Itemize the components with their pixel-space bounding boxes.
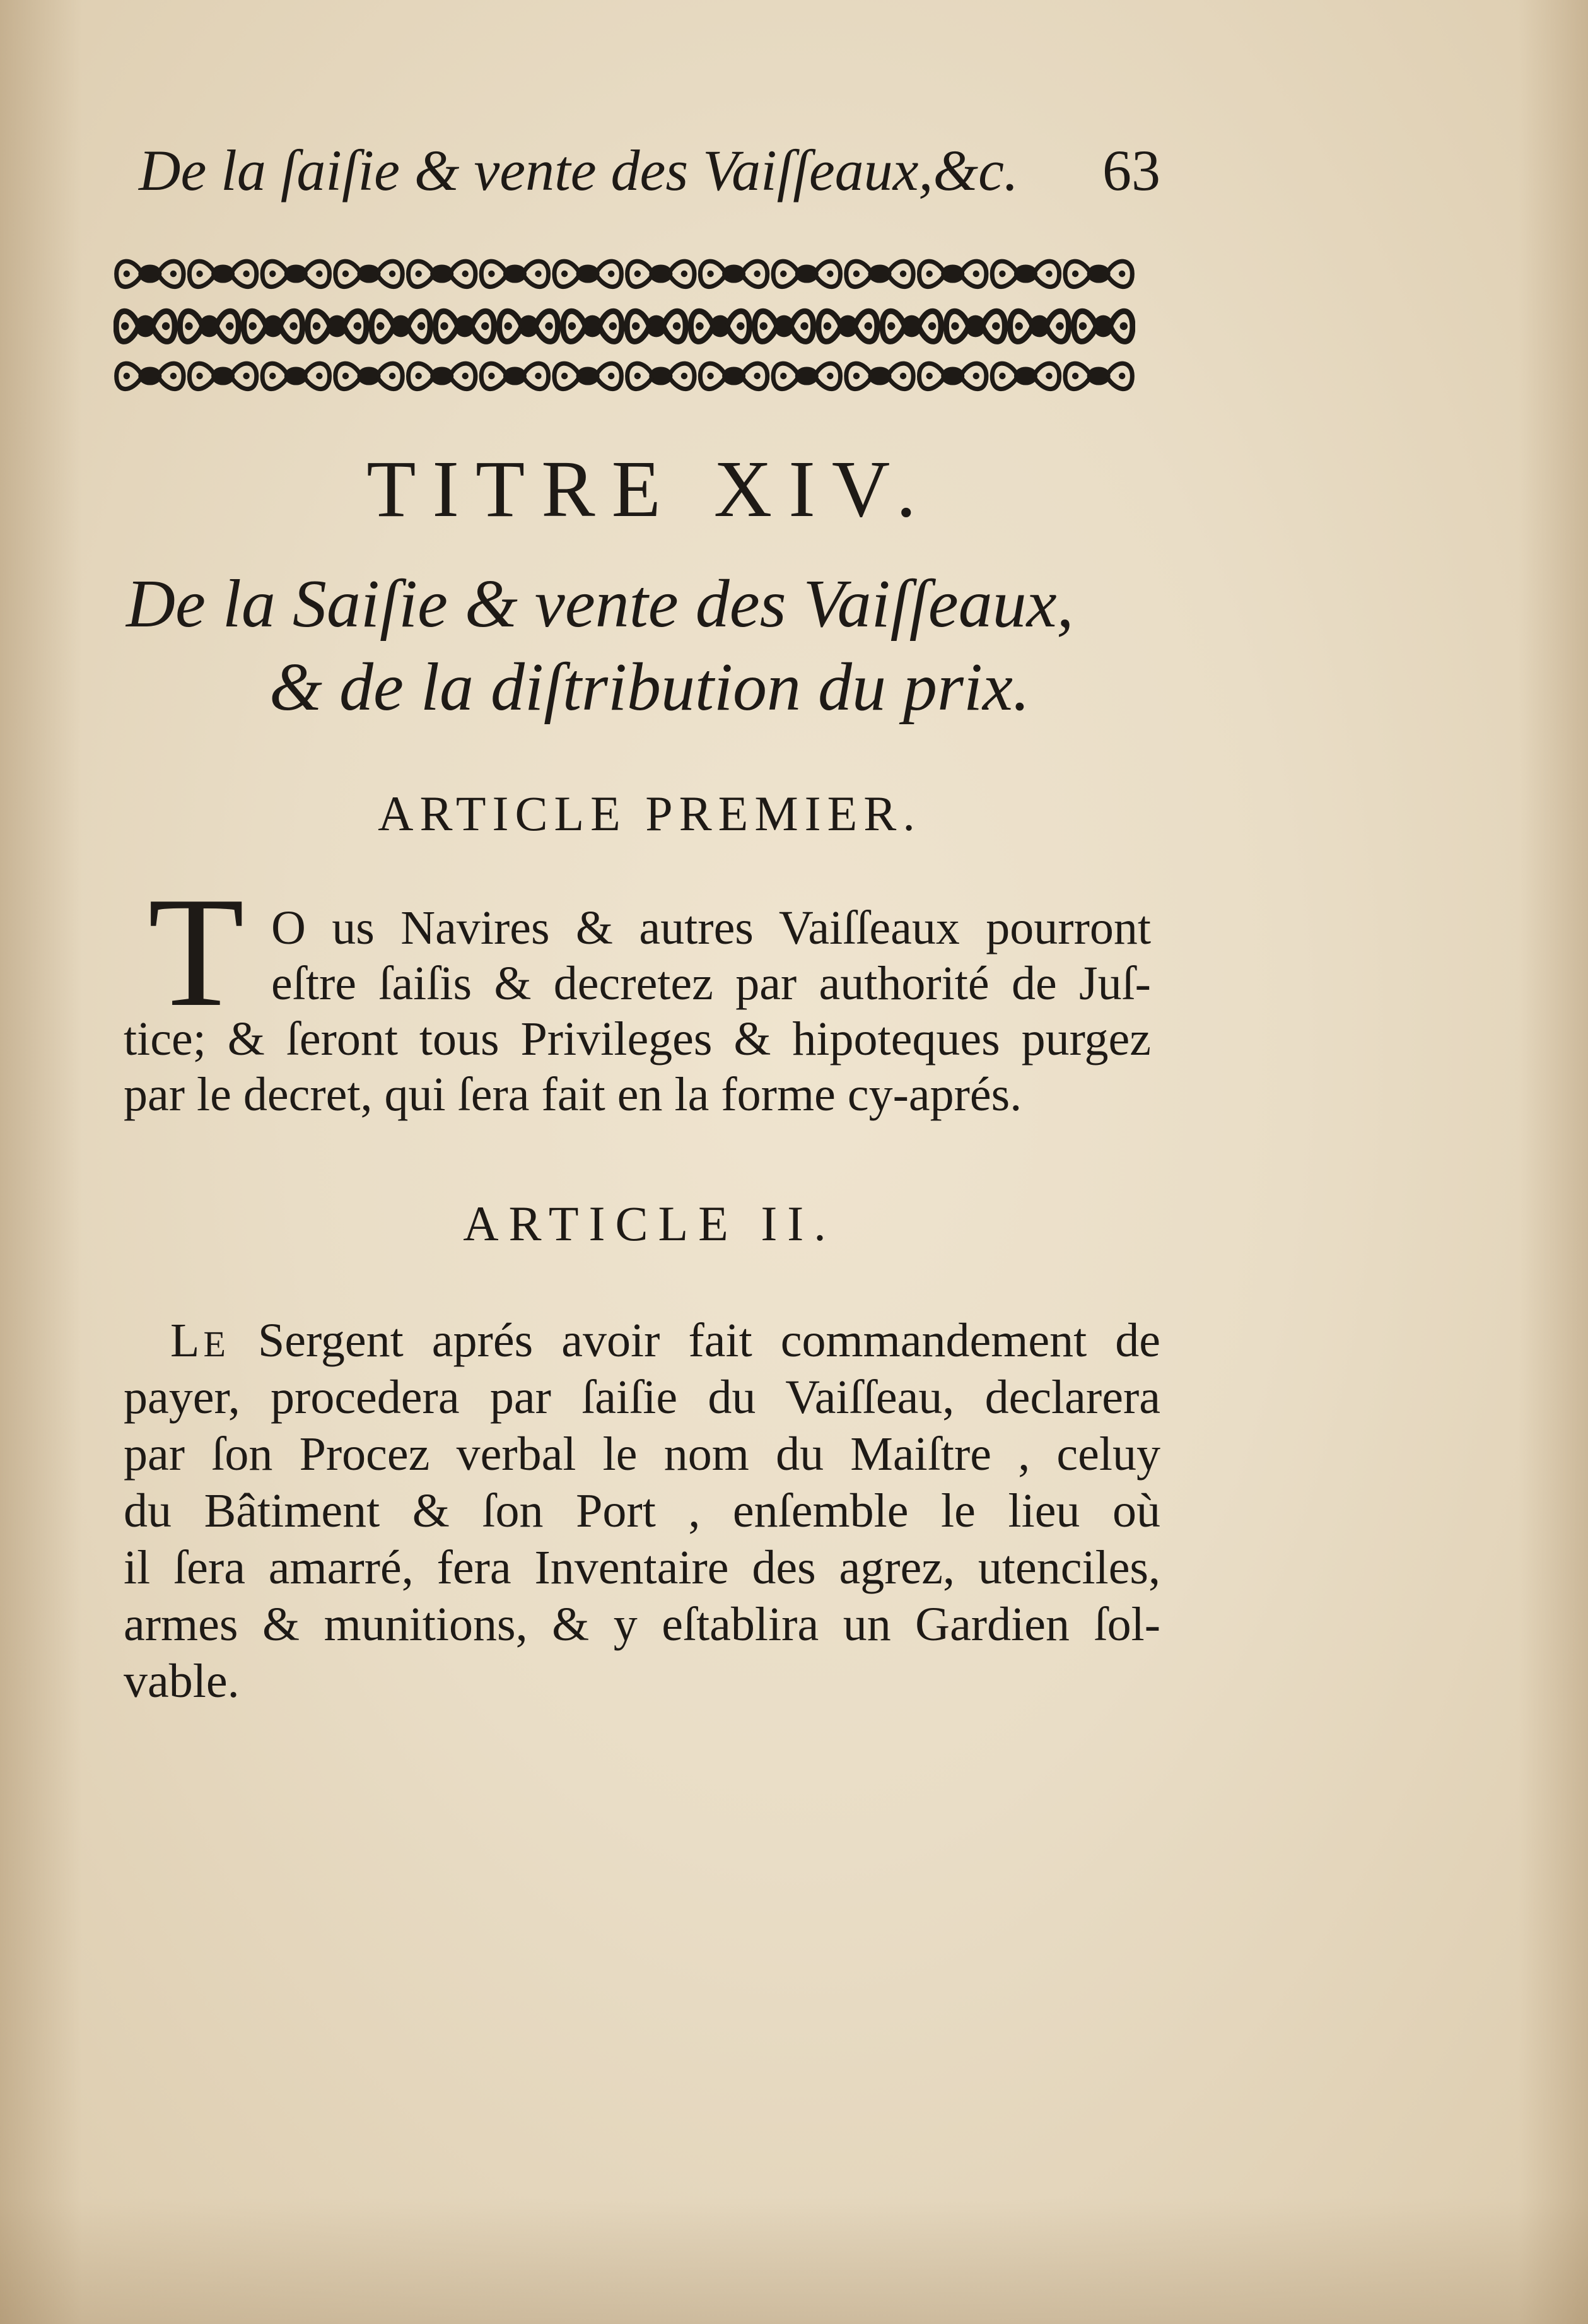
ornament-motif bbox=[846, 261, 913, 286]
ornament-motif bbox=[481, 363, 548, 389]
ornament-motif bbox=[554, 261, 621, 286]
article-text-line: il ſera amarré, fera Inventaire des agrez, utenciles, bbox=[124, 1541, 1160, 1594]
ornament-motif bbox=[1074, 311, 1133, 341]
lead-small-capital: E bbox=[203, 1323, 230, 1364]
article-text-line: par le decret, qui ſera fait en la forme cy-aprés. bbox=[124, 1068, 1022, 1121]
ornament-motif bbox=[691, 311, 749, 341]
ornament-motif bbox=[180, 311, 238, 341]
ornament-motif bbox=[117, 261, 184, 286]
ornament-motif bbox=[700, 261, 767, 286]
section-title: TITRE XIV. bbox=[366, 444, 933, 534]
section-subtitle-line-1: De la Saiſie & vente des Vaiſſeaux, bbox=[126, 566, 1074, 642]
running-head: De la ſaiſie & vente des Vaiſſeaux,&c. bbox=[139, 138, 1019, 202]
ornament-motif bbox=[262, 261, 329, 286]
ornament-motif bbox=[755, 311, 814, 341]
ornament-motif bbox=[371, 311, 430, 341]
ornament-motif bbox=[1010, 311, 1069, 341]
ornament-motif bbox=[308, 311, 366, 341]
ornament-motif bbox=[628, 261, 694, 286]
ornament-motif bbox=[262, 363, 329, 389]
ornament-motif bbox=[700, 363, 767, 389]
drop-cap: T bbox=[148, 865, 245, 1040]
page-number: 63 bbox=[1102, 138, 1160, 202]
lead-letter: L bbox=[170, 1314, 204, 1367]
ornament-motif bbox=[563, 311, 622, 341]
article-heading: ARTICLE PREMIER. bbox=[378, 786, 921, 841]
ornament-motif bbox=[628, 363, 694, 389]
article-text-line: payer, procedera par ſaiſie du Vaiſſeau, declarera bbox=[124, 1371, 1160, 1424]
article-text-line: O us Navires & autres Vaiſſeaux pourront bbox=[271, 901, 1151, 954]
page-edge-shadow bbox=[1519, 0, 1588, 2324]
ornament-motif bbox=[919, 363, 986, 389]
ornament-motif bbox=[846, 363, 913, 389]
article-text-line: du Bâtiment & ſon Port , enſemble le lieu où bbox=[124, 1484, 1160, 1537]
ornament-motif bbox=[499, 311, 558, 341]
ornament-motif bbox=[882, 311, 941, 341]
page-edge-shadow bbox=[0, 0, 82, 2324]
ornament-motif bbox=[554, 363, 621, 389]
article-heading: ARTICLE II. bbox=[463, 1196, 836, 1251]
ornament-motif bbox=[435, 311, 494, 341]
ornament-motif bbox=[244, 311, 303, 341]
article-text-line: tice; & ſeront tous Privileges & hipoteques purgez bbox=[124, 1012, 1151, 1065]
article-text-line: armes & munitions, & y eſtablira un Gardien ſol- bbox=[124, 1598, 1160, 1651]
decorative-headpiece-ornament bbox=[114, 251, 1135, 397]
ornament-motif bbox=[117, 363, 184, 389]
article-text-line: eſtre ſaiſis & decretez par authorité de Juſ- bbox=[271, 957, 1151, 1010]
ornament-motif bbox=[481, 261, 548, 286]
page-edge-shadow bbox=[0, 2198, 1588, 2324]
ornament-motif bbox=[116, 311, 175, 341]
ornament-motif bbox=[336, 363, 402, 389]
article-text-line: par ſon Procez verbal le nom du Maiſtre , celuy bbox=[124, 1428, 1160, 1481]
ornament-motif bbox=[408, 363, 475, 389]
article-text-fragment: Sergent aprés avoir fait commandement de bbox=[257, 1314, 1161, 1367]
ornament-motif bbox=[1065, 261, 1132, 286]
ornament-row-top bbox=[114, 256, 1135, 260]
ornament-motif bbox=[992, 363, 1059, 389]
ornament-motif bbox=[919, 261, 986, 286]
ornament-motif bbox=[946, 311, 1005, 341]
ornament-motif bbox=[627, 311, 686, 341]
ornament-motif bbox=[189, 261, 256, 286]
ornament-motif bbox=[336, 261, 402, 286]
ornament-motif bbox=[189, 363, 256, 389]
ornament-motif bbox=[773, 363, 840, 389]
ornament-motif bbox=[992, 261, 1059, 286]
ornament-motif bbox=[1065, 363, 1132, 389]
section-subtitle-line-2: & de la diſtribution du prix. bbox=[269, 650, 1030, 725]
ornament-motif bbox=[773, 261, 840, 286]
article-text-line: vable. bbox=[124, 1655, 240, 1708]
ornament-motif bbox=[819, 311, 877, 341]
ornament-motif bbox=[408, 261, 475, 286]
article-text-line bbox=[170, 1313, 1160, 1368]
